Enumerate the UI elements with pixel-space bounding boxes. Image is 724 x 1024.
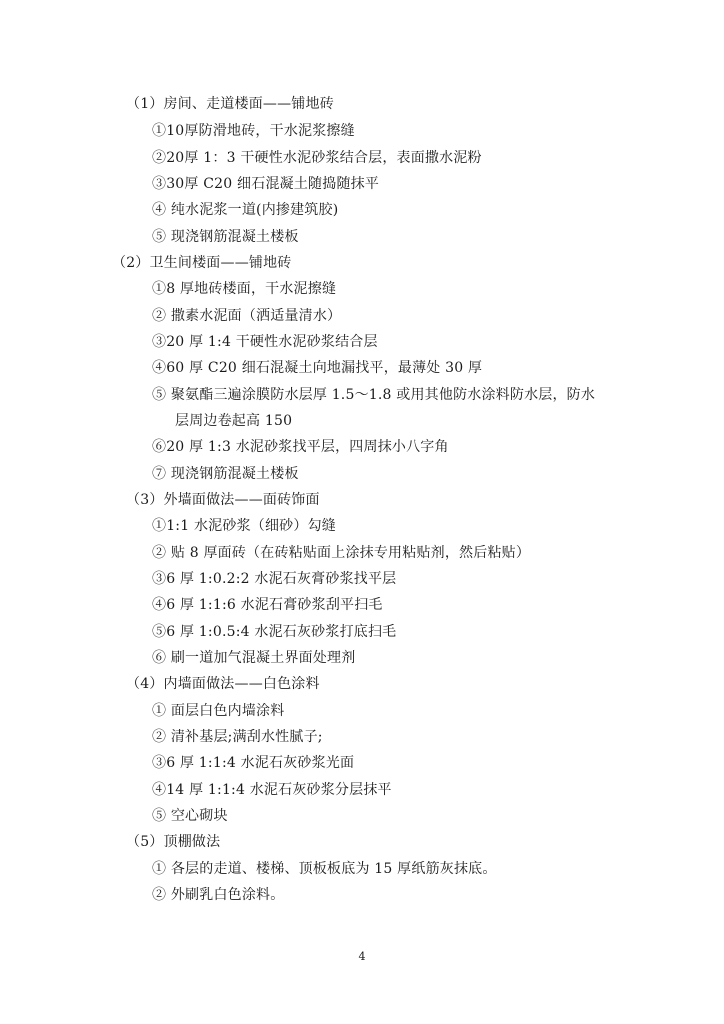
list-item: ①10厚防滑地砖，干水泥浆擦缝 [152, 123, 355, 139]
list-item: ④ 纯水泥浆一道(内掺建筑胶) [152, 202, 339, 218]
list-item: ③6 厚 1:1:4 水泥石灰砂浆光面 [152, 755, 355, 771]
list-item: ③6 厚 1:0.2:2 水泥石灰膏砂浆找平层 [152, 571, 397, 587]
section-heading-5: （5）顶棚做法 [126, 834, 221, 850]
list-item: ⑤ 现浇钢筋混凝土楼板 [152, 229, 299, 245]
list-item: ② 外刷乳白色涂料。 [152, 887, 285, 903]
list-item: ④60 厚 C20 细石混凝土向地漏找平，最薄处 30 厚 [152, 360, 483, 376]
list-item-continuation: 层周边卷起高 150 [175, 413, 293, 429]
list-item: ⑦ 现浇钢筋混凝土楼板 [152, 466, 299, 482]
list-item: ⑥20 厚 1:3 水泥砂浆找平层，四周抹小八字角 [152, 439, 449, 455]
list-item: ④6 厚 1:1:6 水泥石膏砂浆刮平扫毛 [152, 597, 383, 613]
list-item: ①8 厚地砖楼面，干水泥擦缝 [152, 281, 337, 297]
list-item: ⑤6 厚 1:0.5:4 水泥石灰砂浆打底扫毛 [152, 624, 397, 640]
list-item: ⑥ 刷一道加气混凝土界面处理剂 [152, 650, 356, 666]
list-item: ①1:1 水泥砂浆（细砂）勾缝 [152, 518, 336, 534]
page-number: 4 [358, 950, 366, 963]
list-item: ④14 厚 1:1:4 水泥石灰砂浆分层抹平 [152, 782, 392, 798]
list-item: ②20厚 1：3 干硬性水泥砂浆结合层，表面撒水泥粉 [152, 150, 482, 166]
list-item: ② 撒素水泥面（洒适量清水） [152, 308, 342, 324]
list-item: ⑤ 聚氨酯三遍涂膜防水层厚 1.5～1.8 或用其他防水涂料防水层，防水 [152, 387, 596, 403]
section-heading-1: （1）房间、走道楼面——铺地砖 [126, 96, 334, 112]
section-heading-4: （4）内墙面做法——白色涂料 [126, 676, 320, 692]
section-heading-3: （3）外墙面做法——面砖饰面 [126, 492, 320, 508]
list-item: ③30厚 C20 细石混凝土随捣随抹平 [152, 176, 380, 192]
list-item: ② 清补基层;满刮水性腻子; [152, 729, 323, 745]
list-item: ① 各层的走道、楼梯、顶板板底为 15 厚纸筋灰抹底。 [152, 861, 497, 877]
list-item: ⑤ 空心砌块 [152, 808, 228, 824]
list-item: ① 面层白色内墙涂料 [152, 703, 285, 719]
list-item: ② 贴 8 厚面砖（在砖粘贴面上涂抹专用粘贴剂，然后粘贴） [152, 545, 531, 561]
section-heading-2: （2）卫生间楼面——铺地砖 [112, 255, 292, 271]
list-item: ③20 厚 1:4 干硬性水泥砂浆结合层 [152, 334, 378, 350]
